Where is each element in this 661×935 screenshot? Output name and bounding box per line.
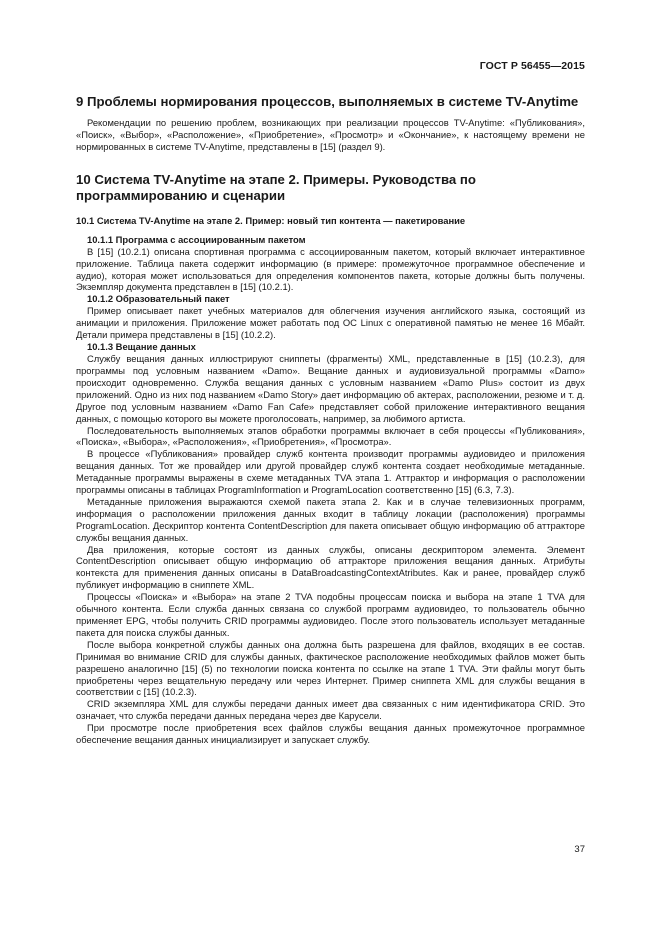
section-10-1-title: 10.1 Система TV-Anytime на этапе 2. Пример: новый тип контента — пакетирование: [76, 214, 466, 226]
section-10-1-2-title: 10.1.2 Образовательный пакет: [87, 293, 230, 305]
section-9-text: Рекомендации по решению проблем, возникающих при реализации процессов TV-Anytime: «Публикования», «Поиск», «Выбор», «Расположение», «Приобретение», «Просмотр» и «Окончание», к настоящему времени не нормированных в системе TV-Anytime, представлены в [15] (раздел 9).: [76, 117, 585, 152]
section-10-1-3-title: 10.1.3 Вещание данных: [87, 341, 196, 353]
paragraph: Последовательность выполняемых этапов обработки программы включает в себя процессы «Публикования», «Поиска», «Выбора», «Расположения», «Приобретения», «Просмотра».: [76, 424, 585, 448]
paragraph: При просмотре после приобретения всех файлов службы вещания данных промежуточное программное обеспечение вещания данных инициализирует и запускает службу.: [76, 722, 585, 746]
paragraph: Два приложения, которые состоят из данных службы, описаны дескриптором элемента. Элемент ContentDescription описывает общую информацию об аттракторе приложения вещания данных. Атрибуты контекста для применения данных описаны в DataBroadcastingContextAtributes. Как и ранее, провайдер служб публикует информацию в сниппете XML.: [76, 543, 585, 591]
section-10-1-1-text: В [15] (10.2.1) описана спортивная программа с ассоциированным пакетом, который включает интерактивное приложение. Таблица пакета содержит информацию (в примере: промежуточное программное обеспечение и аудио), которая может использоваться для определения компонентов пакета, которые должны быть получены. Экземпляр документа представлен в [15] (10.2.1).: [76, 245, 585, 293]
paragraph: В процессе «Публикования» провайдер служб контента производит программы аудиовидео и приложения вещания данных. Тот же провайдер или другой провайдер служб контента создает необходимые метаданные. Метаданные программы выражены в схеме метаданных TVA этапа 1. Аттрактор и информация о расположении программы описаны в таблицах ProgramInformation и ProgramLocation соответственно [15] (6.3, 7.3).: [76, 448, 585, 496]
paragraph: CRID экземпляра XML для службы передачи данных имеет два связанных с ним идентификатора CRID. Это означает, что служба передачи данных передана через две Карусели.: [76, 698, 585, 722]
page-content: [76, 88, 585, 746]
document-header: ГОСТ Р 56455—2015: [479, 60, 585, 72]
section-9-title: 9 Проблемы нормирования процессов, выполняемых в системе TV-Anytime: [76, 94, 579, 109]
paragraph: После выбора конкретной службы данных она должна быть разрешена для файлов, входящих в ее состав. Принимая во внимание CRID для службы данных, фактическое расположение необходимых файлов может быть разрешено аналогично [15] (5) по технологии поиска контента по ссылке на этапе 1 TVA. Эти файлы могут быть приобретены через вещательную передачу или через Интернет. Пример сниппета XML для службы вещания в соответствии с [15] (10.2.3).: [76, 638, 585, 698]
paragraph: Процессы «Поиска» и «Выбора» на этапе 2 TVA подобны процессам поиска и выбора на этапе 1 TVA для обычного контента. Если служба данных связана со службой программ аудиовидео, то пользователь обычно применяет EPG, чтобы получить CRID программы аудиовидео. После этого пользователь использует метаданные пакета для поиска службы данных.: [76, 591, 585, 638]
paragraph: Службу вещания данных иллюстрируют сниппеты (фрагменты) XML, представленные в [15] (10.2.3), для программы под условным названием «Damo». Вещание данных и аудиовизуальной программы «Damo» происходит одновременно. Служба вещания данных с условным названием «Damo Plus» состоит из двух приложений. Одно из них под названием «Damo Story» дает информацию об актерах, расположении, резюме и т. д. Другое под условным названием «Damo Fan Cafe» представляет собой приложение интерактивного вещания данных, с помощью которого вы можете проголосовать, например, за любимого артиста.: [76, 353, 585, 424]
paragraph: Метаданные приложения выражаются схемой пакета этапа 2. Как и в случае телевизионных программ, информация о расположении приложения данных входит в таблицу локации (расположения) программы ProgramLocation. Дескриптор контента ContentDescription для пакета описывает общую информацию об аттракторе службы вещания данных.: [76, 495, 585, 543]
page-number: 37: [574, 844, 585, 855]
section-10-title: 10 Система TV-Anytime на этапе 2. Примеры. Руководства по программированию и сценарии: [76, 171, 476, 203]
section-10-1-1-title: 10.1.1 Программа с ассоциированным пакетом: [87, 233, 306, 245]
section-10-1-2-text: Пример описывает пакет учебных материалов для облегчения изучения английского языка, состоящий из анимации и приложения. Приложение может работать под ОС Linux с оперативной памятью не менее 16 Мбайт. Детали примера представлены в [15] (10.2.2).: [76, 305, 585, 341]
